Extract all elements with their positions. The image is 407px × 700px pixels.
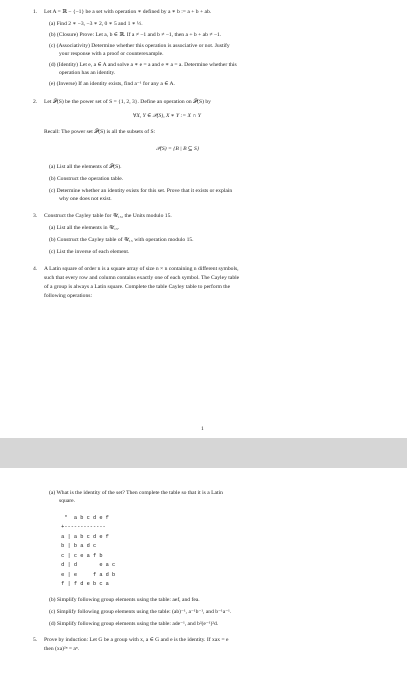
q2-display-powerset: 𝒫(S) = {B | B ⊆ S} (156, 146, 200, 152)
q1-part-d-cont: operation has an identity. (59, 70, 116, 76)
q2-recall: Recall: The power set 𝒫(S) is all the subsets of S: (44, 129, 156, 135)
q2-stem: Let 𝒫(S) be the power set of S = {1, 2, 3}. Define an operation on 𝒫(S) by (44, 99, 211, 105)
q2-part-b: (b) Construct the operation table. (49, 176, 124, 182)
q4-line-2: such that every row and column contains exactly one of each symbol. The Cayley table (44, 275, 240, 281)
table-row: b | b a d c (58, 543, 97, 549)
q4-part-d: (d) Simplify following group elements using the table: ade⁻¹, and b²(e⁻¹)²d. (49, 621, 219, 627)
q4-part-a-cont: square. (59, 498, 75, 504)
q1-stem: Let A = ℝ − {−1} be a set with operation ∗ defined by a ∗ b := a + b + ab. (44, 9, 212, 15)
q1-part-c: (c) (Associativity) Determine whether this operation is associative or not. Justify (49, 43, 230, 49)
q1-part-e: (e) (Inverse) If an identity exists, find a⁻¹ for any a ∈ A. (49, 81, 175, 87)
q3-stem: Construct the Cayley table for 𝒰₁₅, the Units modulo 15. (44, 213, 172, 219)
q1-number: 1. (33, 9, 38, 15)
q5-line-2: then (xa)²ⁿ = aⁿ. (44, 646, 80, 652)
q4-line-1: A Latin square of order n is a square array of size n × n containing n different symbols, (44, 266, 239, 272)
q1-part-b: (b) (Closure) Prove: Let a, b ∈ ℝ. If a ≠ −1 and b ≠ −1, then a + b + ab ≠ −1. (49, 32, 222, 38)
table-row: e | e f a d b (58, 572, 116, 578)
table-row: * a b c d e f (58, 515, 109, 521)
q4-part-b: (b) Simplify following group elements using the table: aef, and fea. (49, 597, 200, 603)
q2-part-c: (c) Determine whether an identity exists for this set. Prove that it exists or explain (49, 188, 233, 194)
table-row: a | a b c d e f (58, 534, 109, 540)
q2-display-operation: ∀X, Y ∈ 𝒫(S), X ∗ Y := X ∩ Y (133, 113, 201, 119)
q1-part-c-cont: your response with a proof or counterexample. (59, 51, 164, 57)
q3-part-b: (b) Construct the Cayley table of 𝒰₁₅ with operation modulo 15. (49, 237, 194, 243)
q2-part-a: (a) List all the elements of 𝒫(S). (49, 164, 122, 170)
table-row: f | f d e b c a (58, 581, 109, 587)
page-2 (0, 468, 407, 700)
page-separator (0, 438, 407, 470)
q2-part-c-cont: why one does not exist. (59, 196, 112, 202)
q5-number: 5. (33, 637, 38, 643)
q4-part-a: (a) What is the identity of the set? Then complete the table so that it is a Latin (49, 490, 223, 496)
table-row: +------------- (58, 524, 106, 530)
q4-line-4: following operations: (44, 293, 93, 299)
q2-number: 2. (33, 99, 38, 105)
q4-number: 4. (33, 266, 38, 272)
q5-line-1: Prove by induction: Let G be a group with x, a ∈ G and e is the identity. If xax = e (44, 637, 229, 643)
q1-part-d: (d) (Identity) Let e, a ∈ A and solve a ∗ e = a and e ∗ a = a. Determine whether this (49, 62, 237, 68)
page-number: 1 (201, 426, 204, 432)
q3-number: 3. (33, 213, 38, 219)
q4-part-c: (c) Simplify following group elements using the table: (ab)⁻¹, a⁻¹b⁻¹, and b⁻¹a⁻¹. (49, 609, 232, 615)
table-row: d | d e a c (58, 562, 116, 568)
table-row: c | c e a f b (58, 553, 103, 559)
q3-part-c: (c) List the inverse of each element. (49, 249, 130, 255)
q1-part-a: (a) Find 2 ∗ −3, −3 ∗ 2, 0 ∗ 5 and 1 ∗ ½. (49, 21, 143, 27)
q3-part-a: (a) List all the elements in 𝒰₁₅. (49, 225, 120, 231)
q4-line-3: of a group is always a Latin square. Complete the table Cayley table to perform the (44, 284, 231, 290)
